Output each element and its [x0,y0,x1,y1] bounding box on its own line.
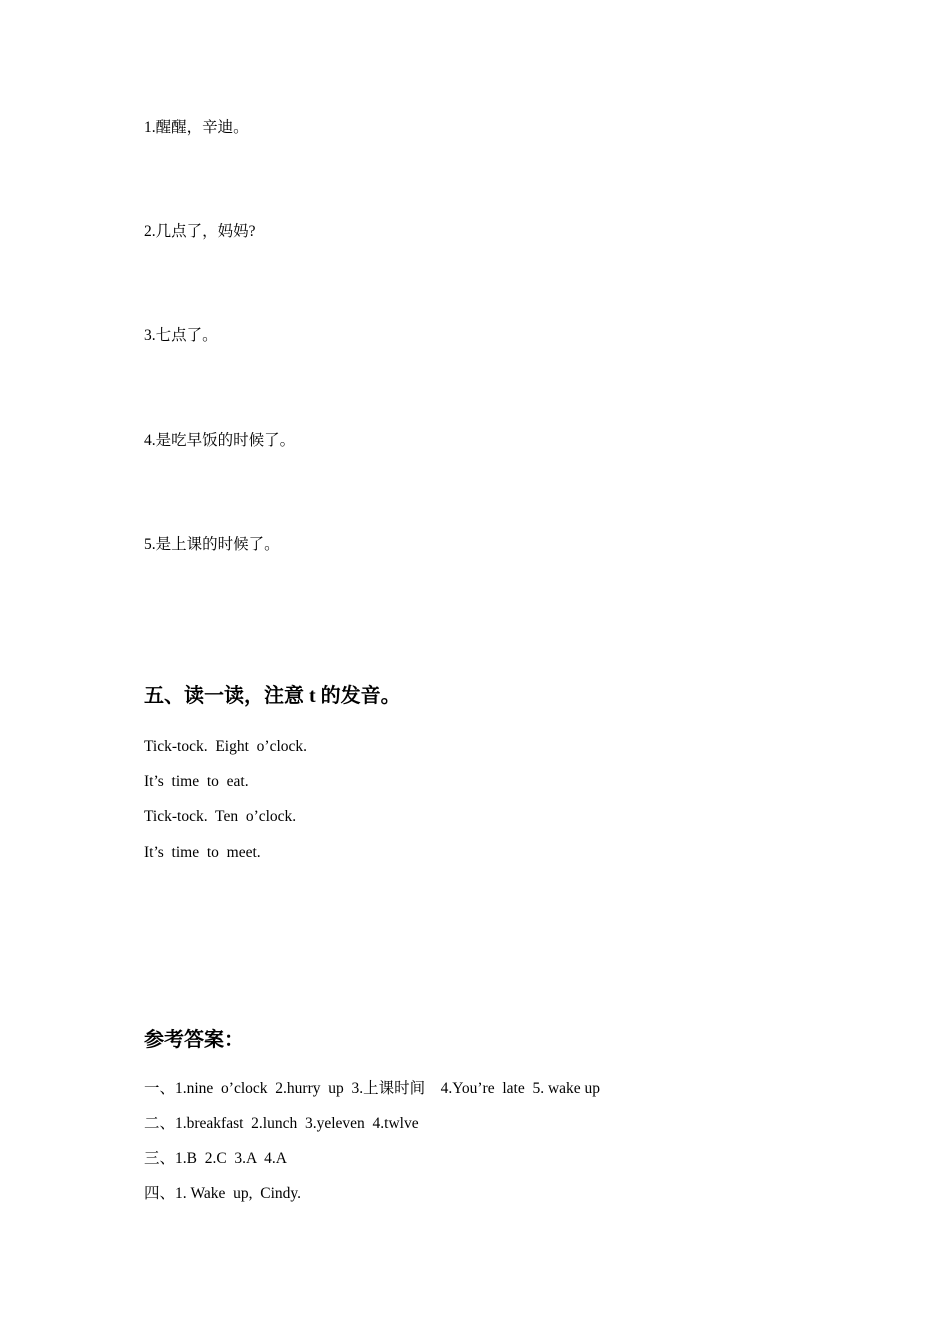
section-heading: 五、读一读，注意 t 的发音。 [144,685,401,707]
translation-item: 3.七点了。 [144,327,218,344]
answer-line: 四、1. Wake up, Cindy. [144,1185,302,1202]
translation-item: 5.是上课的时候了。 [144,536,280,553]
chant-line: It’s time to eat. [144,773,249,790]
answer-line: 三、1.B 2.C 3.A 4.A [144,1150,287,1167]
answer-key-heading: 参考答案： [144,1029,244,1051]
chant-line: It’s time to meet. [144,844,261,861]
translation-item: 1.醒醒，辛迪。 [144,119,249,136]
translation-item: 4.是吃早饭的时候了。 [144,432,296,449]
answer-line: 二、1.breakfast 2.lunch 3.yeleven 4.twlve [144,1115,419,1132]
chant-line: Tick-tock. Eight o’clock. [144,738,308,755]
chant-line: Tick-tock. Ten o’clock. [144,808,297,825]
translation-item: 2.几点了，妈妈? [144,223,256,240]
answer-line: 一、1.nine o’clock 2.hurry up 3.上课时间 4.You’re late 5. wake up [144,1080,601,1097]
